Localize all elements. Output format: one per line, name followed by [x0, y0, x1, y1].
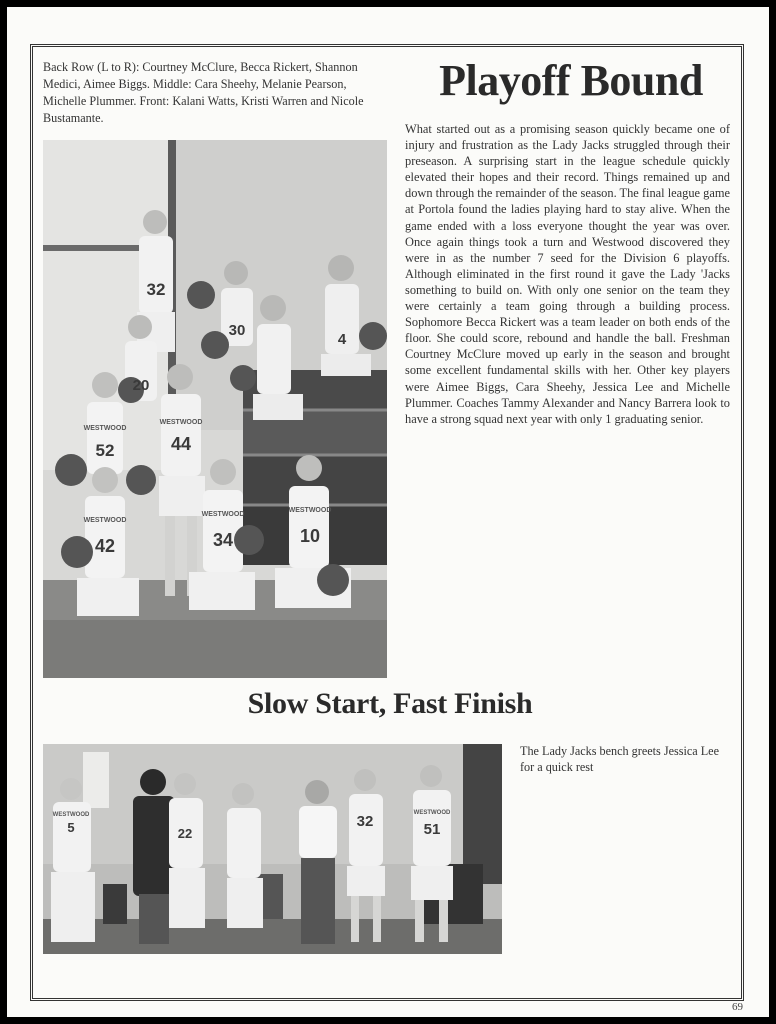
article-body: What started out as a promising season quickly became one of injury and frustration as the Lady Jacks struggled through their preseason. A surprising start in the league schedule quickly elevated their hopes and their record. Things remained up and down through the remainder of the season. The final league game at Portola found the ladies playing hard to stay alive. When the game ended with a loss everyone thought the year was over. Once again things took a turn and Westwood discovered they were in as the number 7 seed for the Division 6 playoffs. Although eliminated in the first round it gave the Lady 'Jacks something to build on. With only one senior on the team they were certainly a team going through a building process. Sophomore Becca Rickert was a team leader on both ends of the floor. She could score, rebound and handle the ball. Freshman Courtney McClure moved up early in the season and brought some excellent fundamental skills with her. Other key players were Aimee Biggs, Cara Sheehy, Jessica Lee and Michelle Plummer. Coaches Tammy Alexander and Nancy Barrera look to have a strong squad next year with only 1 graduating senior.: [405, 122, 730, 426]
jersey-number: 32: [146, 280, 166, 299]
jersey-number: 30: [228, 322, 246, 339]
jersey-number: 44: [170, 434, 192, 454]
jersey-number: 22: [177, 826, 193, 841]
jersey-lettering: WESTWOOD: [288, 507, 332, 514]
jersey-lettering: WESTWOOD: [159, 419, 203, 426]
page-title: Playoff Bound: [439, 56, 703, 105]
jersey-number: 20: [132, 377, 150, 394]
jersey-number: 51: [423, 821, 441, 838]
jersey-number: 10: [299, 526, 321, 546]
bench-photo: [43, 744, 502, 954]
team-photo: [43, 140, 387, 678]
bench-photo-caption: The Lady Jacks bench greets Jessica Lee for a quick rest: [520, 744, 719, 774]
section-subtitle: Slow Start, Fast Finish: [247, 687, 533, 720]
jersey-number: 52: [95, 441, 115, 460]
jersey-number: 32: [356, 813, 374, 830]
jersey-lettering: WESTWOOD: [83, 517, 127, 524]
jersey-number: 42: [94, 536, 116, 556]
page-number: 69: [732, 1001, 743, 1013]
team-photo-caption: Back Row (L to R): Courtney McClure, Becca Rickert, Shannon Medici, Aimee Biggs. Middle: Cara Sheehy, Melanie Pearson, Michelle Plummer. Front: Kalani Watts, Kristi Warren and Nicole Bustamante.: [43, 60, 364, 125]
yearbook-page: [7, 7, 769, 1017]
jersey-number: 5: [67, 820, 75, 835]
jersey-number: 4: [337, 331, 347, 348]
jersey-lettering: WESTWOOD: [201, 511, 245, 518]
jersey-lettering: WESTWOOD: [52, 812, 90, 818]
jersey-number: 34: [212, 530, 234, 550]
jersey-lettering: WESTWOOD: [413, 810, 451, 816]
jersey-lettering: WESTWOOD: [83, 425, 127, 432]
